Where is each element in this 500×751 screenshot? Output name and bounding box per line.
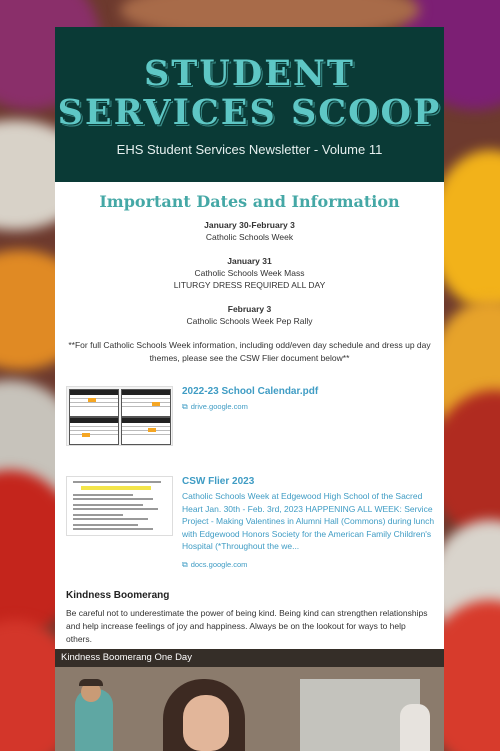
link-source-text: drive.google.com — [190, 402, 248, 411]
external-link-icon: ⧉ — [182, 560, 188, 569]
kindness-heading: Kindness Boomerang — [66, 590, 170, 601]
flier-thumbnail[interactable] — [66, 476, 173, 536]
video-person — [400, 704, 430, 751]
calendar-thumbnail[interactable] — [66, 386, 173, 446]
newsletter-title — [55, 27, 444, 132]
title-line-2: SERVICES SCOOP — [57, 92, 442, 133]
link-source[interactable] — [182, 560, 247, 570]
link-title[interactable]: CSW Flier 2023 — [182, 476, 255, 487]
csw-note: **For full Catholic Schools Week information, including odd/even day schedule and dress up day themes, please see the CSW Flier document below** — [68, 340, 431, 363]
section-heading: Important Dates and Information — [99, 192, 400, 211]
kindness-text: Be careful not to underestimate the power of being kind. Being kind can strengthen relationships and help increase feelings of joy and happiness. Always be on the lookout for ways to help others. — [66, 608, 428, 644]
external-link-icon: ⧉ — [182, 402, 188, 411]
newsletter-card — [55, 27, 444, 751]
date-entry — [55, 255, 444, 291]
date-label: January 30-February 3 — [204, 220, 295, 230]
newsletter-subtitle: EHS Student Services Newsletter - Volume 11 — [116, 142, 383, 157]
date-label: January 31 — [227, 256, 272, 266]
video-player[interactable] — [55, 649, 444, 751]
date-event: LITURGY DRESS REQUIRED ALL DAY — [173, 280, 326, 290]
link-description: Catholic Schools Week at Edgewood High School of the Sacred Heart Jan. 30th - Feb. 3rd, 2023 HAPPENING ALL WEEK: Service Project - Making Valentines in Alumni Hall (Commons) during lunch with Edgewood Honors Society for the American Family Children's Hospital (*Throughout the we... — [182, 491, 435, 551]
date-event: Catholic Schools Week Pep Rally — [186, 316, 313, 326]
newsletter-header — [55, 27, 444, 182]
link-source[interactable] — [182, 402, 248, 412]
date-entry — [55, 303, 444, 327]
date-event: Catholic Schools Week — [205, 232, 294, 242]
link-title[interactable]: 2022-23 School Calendar.pdf — [182, 386, 319, 397]
date-label: February 3 — [227, 304, 272, 314]
video-title[interactable]: Kindness Boomerang One Day — [55, 649, 444, 667]
title-line-1: STUDENT — [144, 53, 355, 94]
link-item-calendar[interactable] — [66, 386, 433, 466]
link-item-csw-flier[interactable] — [66, 476, 433, 576]
date-event: Catholic Schools Week Mass — [194, 268, 305, 278]
video-person-hat — [79, 679, 103, 686]
video-person-face — [183, 695, 229, 751]
link-source-text: docs.google.com — [190, 560, 248, 569]
date-entry — [55, 219, 444, 243]
